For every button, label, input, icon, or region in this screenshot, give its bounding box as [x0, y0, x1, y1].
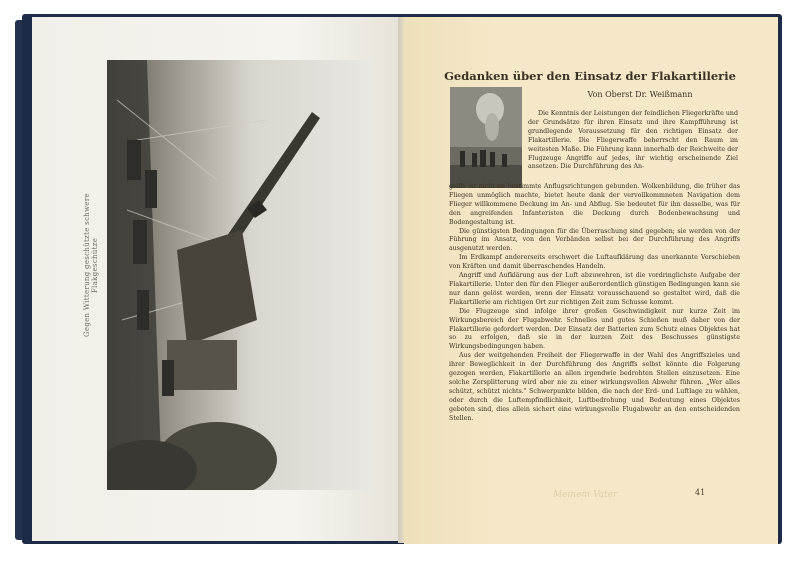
- faded-stamp: Meinem Vater: [553, 490, 618, 500]
- article-paragraph: Die Kenntnis der Leistungen der feindlichen Fliegerkräfte und der Grundsätze für ihren Einsatz und ihre Kampfführung ist grundlegende Voraussetzung für den richtigen Einsatz der Flakartillerie. Die Fliegerwaffe beherrscht den Raum im weitesten Maße. Die Führung kann innerhalb der Reichweite der Flugzeuge Angriffe auf jedes, ihr wichtig erscheinende Ziel ansetzen. Die Durchführung des An-: [528, 110, 738, 171]
- article-intro-column: [528, 110, 738, 172]
- article-paragraph: Im Erdkampf andererseits erschwert die Luftaufklärung das unerkannte Verschieben von Kräften und damit überraschendes Handeln.: [449, 254, 740, 271]
- article-paragraph: Aus der weitgehenden Freiheit der Fliegerwaffe in der Wahl des Angriffszieles und ihrer Beweglichkeit in der Durchführung des Angriffs selbst könnte die Folgerung gezogen werden, Flakartillerie an allen irgendwie bedrohten Stellen einzusetzen. Eine solche Zersplitterung wird aber nie zu einer wirkungsvollen Abwehr führen. „Wer alles schützt, schützt nichts." Schwerpunkte bilden, die nach der Erd- und Luftlage zu wählen, oder durch die Luftempfindlichkeit, Luftbedrohung und Bedeutung eines Objektes geboten sind, dies allein sichert eine wirkungsvolle Flugabwehr an den entscheidenden Stellen.: [449, 352, 740, 422]
- aa-burst-photo: [450, 87, 522, 188]
- page-number: 41: [695, 488, 706, 497]
- article-author: Von Oberst Dr. Weißmann: [587, 90, 693, 99]
- article-paragraph: Angriff und Aufklärung aus der Luft abzuwehren, ist die vordringlichste Aufgabe der Flakartillerie. Unter den für den Flieger außerordentlich günstigen Bedingungen kann sie nur dann gelöst werden, wenn der Einsatz vorausschauend so gestaltet wird, daß die Flakartillerie am richtigen Ort zur richtigen Zeit zum Schusse kommt.: [449, 272, 740, 306]
- photo-caption: Gegen Witterung geschützte schwere Flakgeschütze: [83, 193, 99, 337]
- flak-gun-photo: [107, 60, 371, 490]
- article-paragraph: Die Flugzeuge sind infolge ihrer großen Geschwindigkeit nur kurze Zeit im Wirkungsbereich der Flugabwehr. Schnelles und gutes Schießen muß daher von der Flakartillerie gefordert werden. Der Einsatz der Batterien zum Schutz eines Objektes hat so zu erfolgen, daß sie in der kurzen Zeit des Beschusses günstigste Wirkungsbedingungen haben.: [449, 307, 740, 351]
- article-title: Gedanken über den Einsatz der Flakartillerie: [444, 69, 736, 83]
- article-paragraph: griffs ist nicht an bestimmte Anflugsrichtungen gebunden. Wolkenbildung, die früher das Fliegen unmöglich machte, bietet heute dank der vervollkommneten Navigation dem Flieger willkommene Deckung im An- und Abflug. Sie bedeutet für ihn dasselbe, was für den angreifenden Infanteristen die Deckung durch Bodenbewachsung und Bodengestaltung ist.: [449, 183, 740, 226]
- article-paragraph: Die günstigsten Bedingungen für die Überraschung sind gegeben; sie werden von der Führung im Ansatz, von den Verbänden selbst bei der Durchführung des Angriffs ausgenutzt werden.: [449, 227, 740, 253]
- article-body: [449, 183, 740, 423]
